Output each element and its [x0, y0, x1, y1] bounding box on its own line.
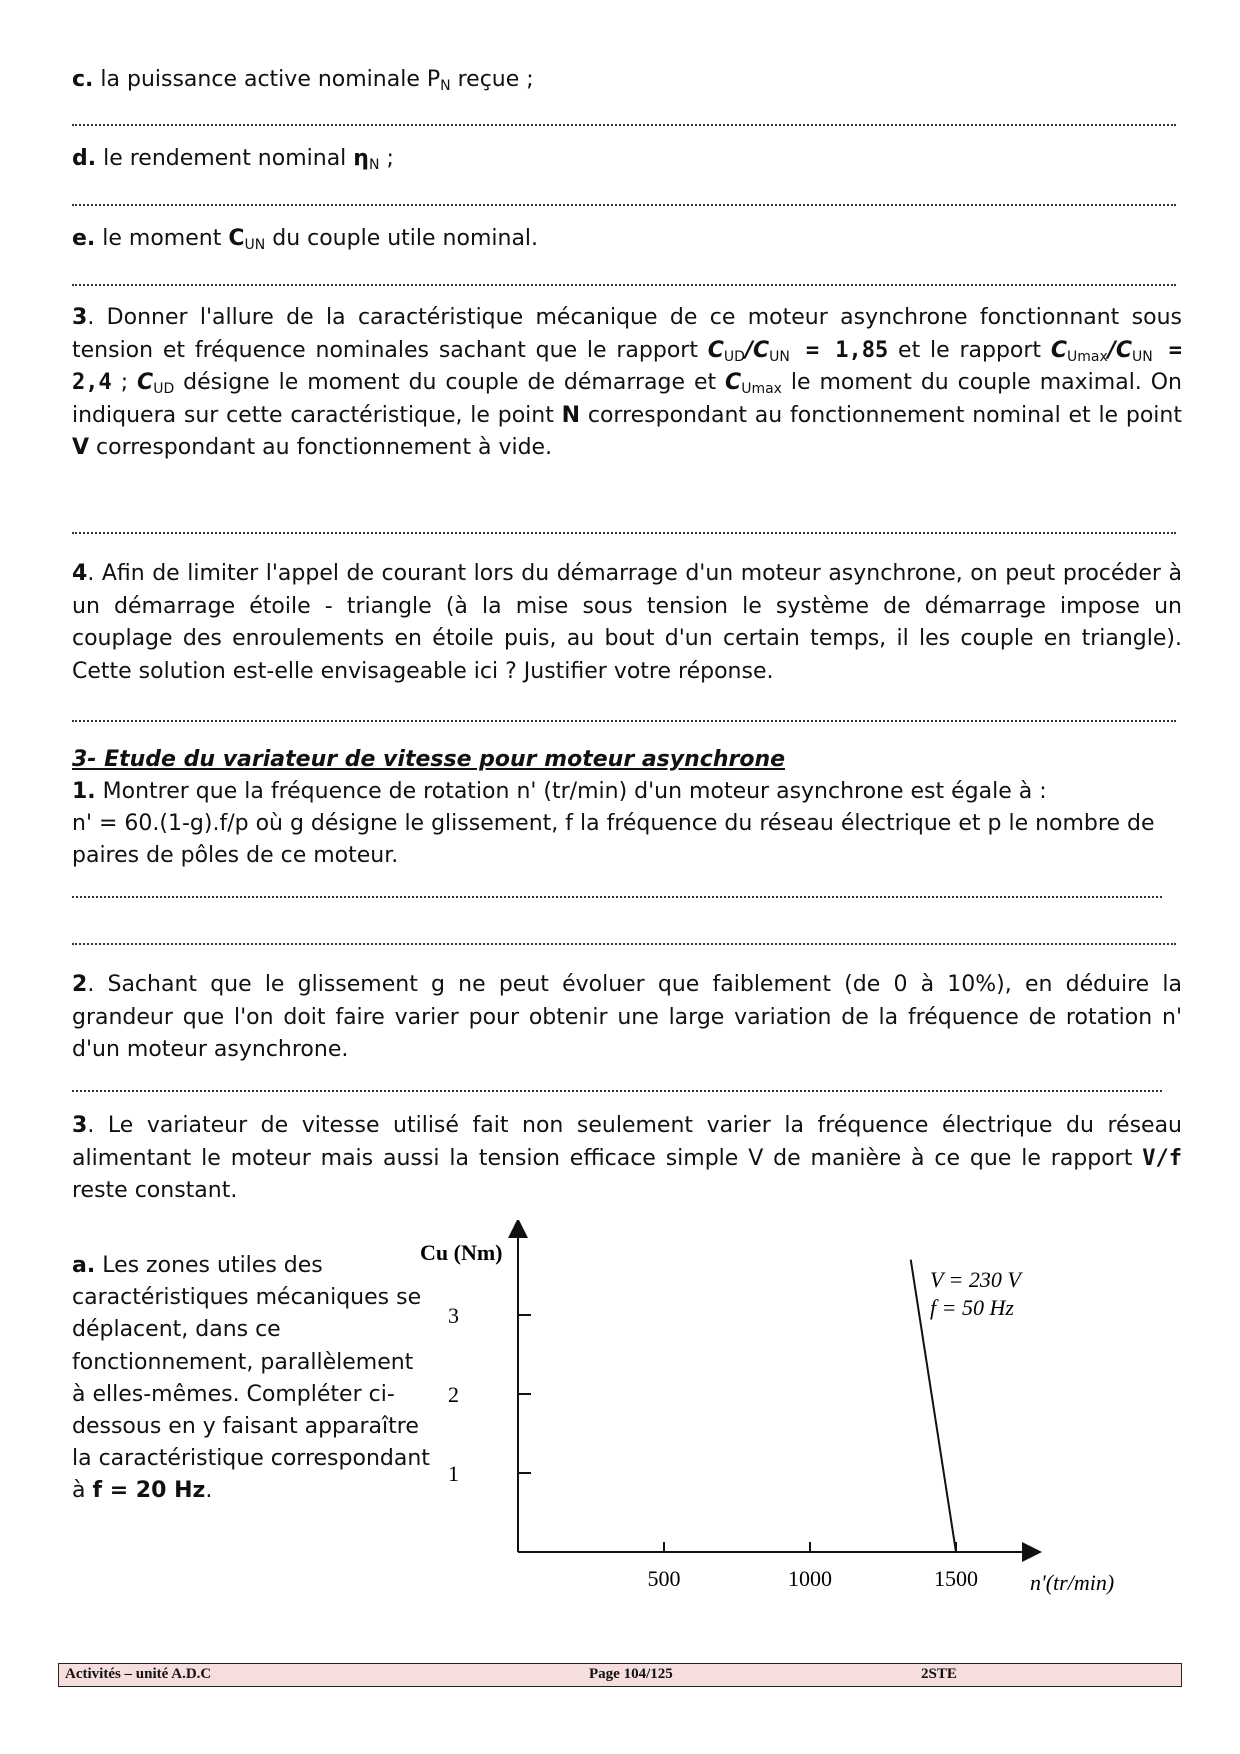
section-title: 3- Etude du variateur de vitesse pour moteur asynchrone [72, 747, 786, 772]
answer-line[interactable] [72, 720, 1176, 722]
question-3: 3. Donner l'allure de la caractéristique mécanique de ce moteur asynchrone fonctionnant sous tension et fréquence nominales sachant que le rapport $C_{UD}/C_{UN} = 1,85$ et le rapport $C_{Umax}/C_{UN} = 2,4$ ; $C_{UD}$ désigne le moment du couple de démarrage et $C_{Umax}$ le moment du couple maximal. On indiquera sur cette caractéristique, le point N correspondant au fonctionnement nominal et le point V correspondant au fonctionnement à vide. [72, 305, 1183, 460]
footer-unit: Activités – unité A.D.C [65, 1666, 212, 1682]
item-letter: d. [72, 146, 97, 171]
y-tick-label: 2 [448, 1382, 459, 1407]
answer-line[interactable] [72, 124, 1176, 126]
x-tick-label: 1500 [934, 1566, 978, 1591]
footer-class: 2STE [921, 1666, 957, 1682]
axis-ticks [448, 1303, 978, 1591]
sub-question-3: 3. Le variateur de vitesse utilisé fait non seulement varier la fréquence électrique du réseau alimentant le moteur mais aussi la tension efficace simple V de manière à ce que le rapport V/f reste constant. [72, 1113, 1182, 1203]
sub-question-1-end: paires de pôles de ce moteur. [72, 843, 399, 868]
x-axis-label: n'(tr/min) [1030, 1570, 1115, 1595]
x-tick-label: 1000 [788, 1566, 832, 1591]
answer-line[interactable] [72, 204, 1176, 206]
footer-page-number: Page 104/125 [589, 1666, 673, 1682]
question-d: d. le rendement nominal $\eta_N$ ; [72, 146, 394, 173]
question-4: 4. Afin de limiter l'appel de courant lors du démarrage d'un moteur asynchrone, on peut procéder à un démarrage étoile - triangle (à la mise sous tension le système de démarrage impose un couplage des enroulements en étoile puis, au bout d'un certain temps, il les couple en triangle). Cette solution est-elle envisageable ici ? Justifier votre réponse. [72, 561, 1182, 684]
sub-question-a: a. Les zones utiles des caractéristiques mécaniques se déplacent, dans ce fonctionnement, parallèlement à elles-mêmes. Compléter ci-dessous en y faisant apparaître la caractéristique correspondant à f = 20 Hz. [72, 1253, 430, 1504]
y-axis-label: Cu (Nm) [420, 1240, 503, 1265]
x-tick-label: 500 [647, 1566, 681, 1591]
y-tick-label: 3 [448, 1303, 459, 1328]
answer-line[interactable] [72, 943, 1176, 945]
y-tick-label: 1 [448, 1461, 459, 1486]
sub-question-2: 2. Sachant que le glissement g ne peut évoluer que faiblement (de 0 à 10%), en déduire la grandeur que l'on doit faire varier pour obtenir une large variation de la fréquence de rotation n' d'un moteur asynchrone. [72, 972, 1182, 1062]
torque-speed-chart[interactable] [400, 1220, 1160, 1620]
page-footer [58, 1663, 1182, 1687]
question-c: c. la puissance active nominale $P_N$ reçue ; [72, 67, 534, 94]
answer-line[interactable] [72, 532, 1176, 534]
answer-line[interactable] [72, 1090, 1162, 1092]
answer-line[interactable] [72, 896, 1162, 898]
legend-frequency: f = 50 Hz [930, 1295, 1014, 1320]
answer-line[interactable] [72, 284, 1176, 286]
formula-line: n' = 60.(1-g).f/p où g désigne le glissement, f la fréquence du réseau électrique et p le nombre de [72, 811, 1155, 836]
question-e: e. le moment $C_{UN}$ du couple utile nominal. [72, 226, 539, 253]
item-letter: e. [72, 226, 96, 251]
legend-voltage: V = 230 V [930, 1267, 1021, 1292]
item-letter: c. [72, 67, 94, 92]
sub-question-1: 1. Montrer que la fréquence de rotation n' (tr/min) d'un moteur asynchrone est égale à : [72, 779, 1047, 804]
